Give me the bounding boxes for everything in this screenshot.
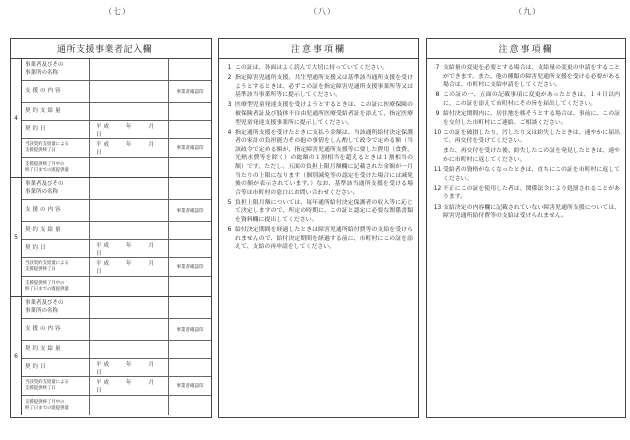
note-item xyxy=(224,226,413,252)
provider-row-end xyxy=(22,377,211,396)
note-item xyxy=(224,101,413,127)
note-item xyxy=(432,166,620,183)
note-number: 4 xyxy=(227,129,232,136)
provider-confirm-stamp xyxy=(168,158,211,177)
row-value-content[interactable] xyxy=(90,200,168,221)
row-value-amount[interactable] xyxy=(90,103,168,120)
note-text: 不正にこの証を使用した者は、関係法令により処罰されることがあります。 xyxy=(443,185,620,201)
note-number: 9 xyxy=(435,111,440,117)
provider-row-monthly xyxy=(22,158,211,177)
provider-confirm-stamp xyxy=(168,240,211,257)
row-value-amount[interactable] xyxy=(90,341,168,358)
note-number: 13 xyxy=(433,204,442,211)
row-value-date[interactable]: 平成 年 月 日 xyxy=(96,361,172,376)
provider-confirm-stamp xyxy=(168,396,211,415)
block-number: 4 xyxy=(11,59,22,177)
provider-confirm-stamp[interactable]: 事業者確認印 xyxy=(168,81,211,102)
provider-row-name xyxy=(22,59,211,81)
provider-entry-panel xyxy=(10,38,212,418)
note-text: この証は、各面はよく読んで大切に持っていてください。 xyxy=(235,65,389,71)
provider-entry-table xyxy=(11,59,211,415)
row-value-monthly[interactable] xyxy=(90,158,168,177)
note-item xyxy=(432,110,620,127)
page-number-9: （九） xyxy=(514,7,541,16)
note-text: 受給者の資格がなくなったときは、直ちにこの証を市町村に返してください。 xyxy=(443,167,620,182)
row-label-monthly: 支援提供終了月中の 終了日までの既提供量 xyxy=(22,396,90,415)
provider-row-amount xyxy=(22,341,211,359)
row-value-end[interactable]: 平成 年 月 日 xyxy=(96,142,172,156)
provider-confirm-stamp xyxy=(168,59,211,80)
provider-confirm-stamp[interactable]: 事業者確認印 xyxy=(168,319,211,340)
note-item xyxy=(224,74,413,100)
note-text: 指定通所支援を受けたときに支払う金額は、当該通所給付決定保護者の家計の負担能力その他の事情をしん酌して政令で定める額（当該政令で定める額が、指定障害児通所支援等に要した費用（食費、光熱水費等を除く）の総額の１割相当を超えるときは１割相当の額）です。ただし、五面の負担上限月額欄に記載された金額が一月当たりの上限になります（個別減免等の認定を受けた場合には減免後の額が表示されています。）なお、基準該当通所支援を受ける場合等は市町村の窓口にお問い合わせください。 xyxy=(235,129,413,196)
note-item xyxy=(432,129,620,146)
provider-row-date xyxy=(22,121,211,139)
provider-confirm-stamp xyxy=(168,178,211,199)
row-value-monthly[interactable] xyxy=(90,277,168,296)
provider-row-amount xyxy=(22,103,211,121)
row-label-end: 当該契約支給量による 支援提供終了日 xyxy=(22,139,90,157)
row-label-date: 契約日 xyxy=(22,240,90,257)
row-value-monthly[interactable] xyxy=(90,396,168,415)
row-label-date: 契約日 xyxy=(22,121,90,138)
note-number: 1 xyxy=(227,65,232,71)
note-item xyxy=(432,204,620,221)
block-number: 5 xyxy=(11,178,22,296)
note-item xyxy=(224,199,413,225)
note-text: 給付決定期間内に、居住地を移そうとする場合は、事前に、この証を交付した市町村にご連絡、ご相談ください。 xyxy=(443,111,620,126)
provider-confirm-stamp[interactable]: 事業者確認印 xyxy=(168,258,211,276)
provider-confirm-stamp xyxy=(168,359,211,376)
block-number: 6 xyxy=(11,297,22,415)
note-number: 2 xyxy=(227,75,232,82)
notes-panel-8 xyxy=(218,38,419,418)
note-item xyxy=(432,91,620,108)
note-text: この証の一、五面の記載事項に変更があったときは、１４日以内に、この証を添えて市町村にその旨を届出してください。 xyxy=(443,92,620,107)
notes-list-8 xyxy=(219,59,418,252)
row-value-name[interactable] xyxy=(90,297,168,318)
row-label-content: 支援の内容 xyxy=(22,81,90,102)
provider-row-monthly xyxy=(22,396,211,415)
note-text: 指定障害児通所支援、共生型通所支援又は基準該当通所支援を受けようとするときは、必ずこの証を指定障害児通所支援事業所等又は基準該当事業所等に提示してください。 xyxy=(235,75,413,99)
provider-row-content xyxy=(22,81,211,103)
row-label-name: 事業者及びその 事業所の名称 xyxy=(22,297,90,318)
note-item xyxy=(432,185,620,202)
row-label-end: 当該契約支給量による 支援提供終了日 xyxy=(22,258,90,276)
provider-block xyxy=(11,59,211,178)
notes-panel-9 xyxy=(426,38,626,418)
provider-confirm-stamp xyxy=(168,103,211,120)
page-number-7: （七） xyxy=(104,7,131,16)
row-label-monthly: 支援提供終了月中の 終了日までの既提供量 xyxy=(22,158,90,177)
note-number: 10 xyxy=(433,129,442,136)
provider-confirm-stamp xyxy=(168,341,211,358)
row-value-name[interactable] xyxy=(90,59,168,80)
provider-confirm-stamp xyxy=(168,297,211,318)
provider-row-name xyxy=(22,297,211,319)
note-text: 支給決定の内容欄に記載されていない障害児通所支援については、障害児通所給付費等の支給は受けられません。 xyxy=(443,204,620,220)
note-number: 7 xyxy=(435,65,440,71)
note-item xyxy=(224,64,413,73)
row-label-date: 契約日 xyxy=(22,359,90,376)
note-number: 12 xyxy=(433,185,442,192)
note-text-continued: また、再交付を受けた後、紛失したこの証を発見したときは、速やかに市町村に返してください。 xyxy=(443,148,620,163)
provider-block xyxy=(11,297,211,415)
provider-row-end xyxy=(22,139,211,158)
row-label-content: 支援の内容 xyxy=(22,319,90,340)
row-label-name: 事業者及びその 事業所の名称 xyxy=(22,59,90,80)
notes-title-8: 注意事項欄 xyxy=(219,39,418,59)
provider-row-monthly xyxy=(22,277,211,296)
note-text: 給付決定期間を経過したときは障害児通所給付費等の支給を受けられませんので、給付決定期間を経過する前に、市町村にこの証を添えて、支給の再申請をしてください。 xyxy=(235,227,413,251)
row-label-end: 当該契約支給量による 支援提供終了日 xyxy=(22,377,90,395)
provider-entry-title: 通所支援事業者記入欄 xyxy=(11,39,211,59)
provider-row-content xyxy=(22,200,211,222)
note-text: この証を破損したり、汚したり又は紛失したときは、速やかに届出て、再交付を受けてください。 xyxy=(443,129,620,145)
row-value-end[interactable]: 平成 年 月 日 xyxy=(96,261,172,275)
note-text: 支給量の変更を必要とする場合は、支給量の変更の申請をすることができます。また、他の種類の障害児通所支援を受ける必要がある場合は、市町村に支給申請をしてください。 xyxy=(443,65,620,89)
note-item xyxy=(432,64,620,90)
row-value-name[interactable] xyxy=(90,178,168,199)
note-number: 8 xyxy=(435,92,440,99)
row-value-content[interactable] xyxy=(90,319,168,340)
row-value-amount[interactable] xyxy=(90,222,168,239)
provider-confirm-stamp[interactable]: 事業者確認印 xyxy=(168,139,211,157)
note-item xyxy=(224,129,413,198)
row-value-end[interactable]: 平成 年 月 日 xyxy=(96,380,172,394)
provider-confirm-stamp[interactable]: 事業者確認印 xyxy=(168,377,211,395)
note-number: 3 xyxy=(227,102,232,109)
row-label-name: 事業者及びその 事業所の名称 xyxy=(22,178,90,199)
row-value-date[interactable]: 平成 年 月 日 xyxy=(96,123,172,138)
row-label-amount: 契約支給量 xyxy=(22,103,90,120)
notes-title-9: 注意事項欄 xyxy=(427,39,625,59)
note-text: 医療型児童発達支援を受けようとするときは、この証に医療保険の被保険者証及び肢体不自由児通所医療受給者証を添えて、指定医療型児童発達支援事業所に提示してください。 xyxy=(235,102,413,126)
notes-list-9 xyxy=(427,59,625,221)
provider-row-date xyxy=(22,240,211,258)
provider-confirm-stamp xyxy=(168,222,211,239)
provider-row-date xyxy=(22,359,211,377)
row-label-amount: 契約支給量 xyxy=(22,341,90,358)
provider-block xyxy=(11,178,211,297)
provider-confirm-stamp xyxy=(168,121,211,138)
provider-row-end xyxy=(22,258,211,277)
note-number: 5 xyxy=(227,199,232,206)
row-label-amount: 契約支給量 xyxy=(22,222,90,239)
provider-row-name xyxy=(22,178,211,200)
note-number: 11 xyxy=(433,167,442,174)
page-number-8: （八） xyxy=(309,7,336,16)
row-value-date[interactable]: 平成 年 月 日 xyxy=(96,242,172,257)
row-label-content: 支援の内容 xyxy=(22,200,90,221)
provider-row-amount xyxy=(22,222,211,240)
row-label-monthly: 支援提供終了月中の 終了日までの既提供量 xyxy=(22,277,90,296)
note-number: 6 xyxy=(227,227,232,234)
provider-confirm-stamp[interactable]: 事業者確認印 xyxy=(168,200,211,221)
provider-row-content xyxy=(22,319,211,341)
note-text: 負担上限月額については、毎年通所給付決定保護者の収入等に応じて決定しますので、所定の時期に、この証と認定に必要な関係書類を資料欄に提出してください。 xyxy=(235,199,413,223)
row-value-content[interactable] xyxy=(90,81,168,102)
provider-confirm-stamp xyxy=(168,277,211,296)
